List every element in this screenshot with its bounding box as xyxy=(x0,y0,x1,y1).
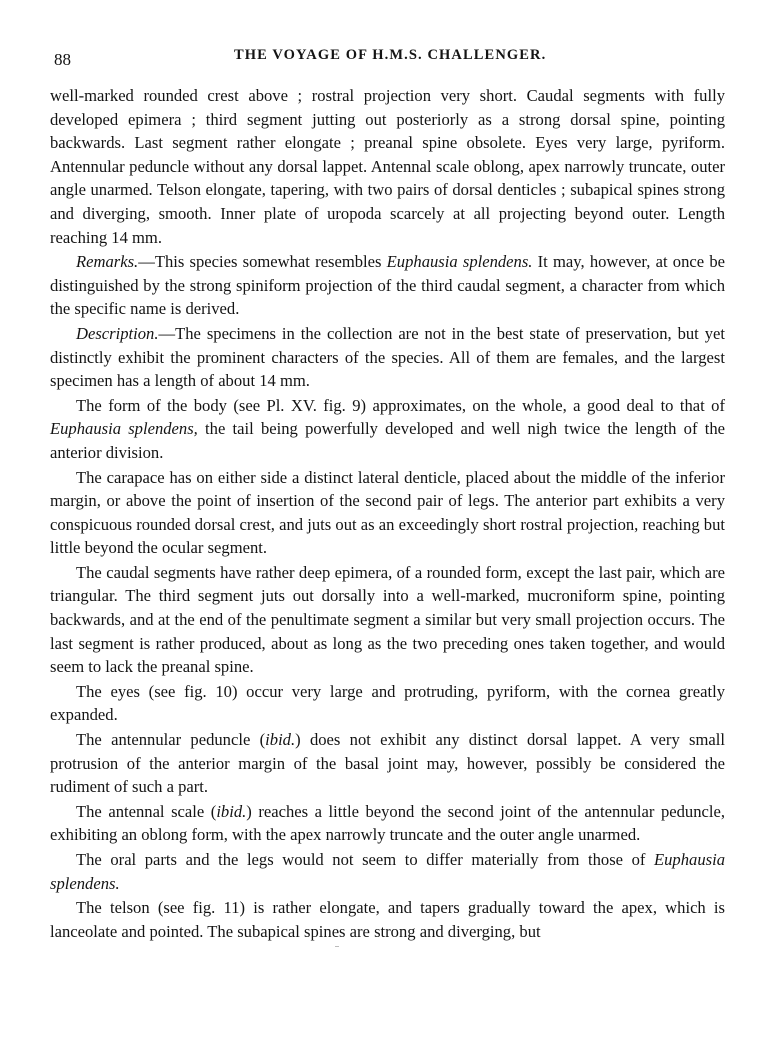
small-mark xyxy=(335,946,339,947)
paragraph-text: ) does not exhibit any distinct dorsal lappet. A very small protrusion of the anterior margin of the basal joint may, however, possibly be considered the rudiment of such a part. xyxy=(50,730,725,797)
remarks-dash: — xyxy=(138,252,155,272)
paragraph-text: The specimens in the collection are not in the best state of preservation, but yet distinctly exhibit the prominent characters of the species. All of them are females, and the largest specimen has a length of about 14 mm. xyxy=(50,323,725,391)
paragraph-antennular-peduncle xyxy=(50,728,725,799)
ibid-reference: ibid. xyxy=(216,801,247,821)
paragraph-text: The antennal scale ( xyxy=(76,801,217,821)
species-name: Euphausia splendens. xyxy=(50,850,725,893)
paragraph-description xyxy=(50,322,725,393)
description-label: Description. xyxy=(76,323,159,343)
page-header xyxy=(54,44,724,68)
paragraph-eyes xyxy=(50,680,725,727)
species-name: Euphausia splendens, xyxy=(50,419,198,439)
page-number: 88 xyxy=(54,50,71,69)
paragraph-text: The oral parts and the legs would not seem to differ materially from those of xyxy=(76,850,654,869)
paragraph-diagnosis xyxy=(50,84,725,249)
paragraph-text: This species somewhat resembles xyxy=(154,252,387,272)
paragraph-text: ) reaches a little beyond the second joint of the antennular peduncle, exhibiting an oblong form, with the apex narrowly truncate and the outer angle unarmed. xyxy=(50,801,726,845)
description-dash: — xyxy=(158,323,176,343)
body-text xyxy=(50,84,725,943)
paragraph-antennal-scale xyxy=(50,800,725,847)
paragraph-text: The antennular peduncle ( xyxy=(76,730,266,750)
paragraph-text: the tail being powerfully developed and well nigh twice the length of the anterior division. xyxy=(50,419,725,462)
paragraph-text: The caudal segments have rather deep epimera, of a rounded form, except the last pair, which are triangular. The third segment juts out dorsally into a well-marked, mucroniform spine, pointing backwards, and at the end of the penultimate segment a similar but very small projection occurs. The last segment is rather produced, about as long as the two preceding ones taken together, and would seem to lack the preanal spine. xyxy=(50,562,725,677)
species-name: Euphausia splendens. xyxy=(386,252,533,272)
running-title: THE VOYAGE OF H.M.S. CHALLENGER. xyxy=(234,47,547,63)
paragraph-remarks xyxy=(50,250,725,321)
remarks-label: Remarks. xyxy=(76,252,139,272)
paragraph-text: The carapace has on either side a distinct lateral denticle, placed about the middle of the inferior margin, or above the point of insertion of the second pair of legs. The anterior part exhibits a very conspicuous rounded dorsal crest, and juts out as an exceedingly short rostral projection, reaching but little beyond the ocular segment. xyxy=(50,467,725,558)
ibid-reference: ibid. xyxy=(265,730,296,750)
paragraph-text: The form of the body (see Pl. XV. fig. 9) approximates, on the whole, a good deal to that of xyxy=(76,395,725,415)
paragraph-oral-parts xyxy=(50,848,725,895)
paragraph-text: The eyes (see fig. 10) occur very large and protruding, pyriform, with the cornea greatly expanded. xyxy=(50,681,725,725)
paragraph-text: The telson (see fig. 11) is rather elongate, and tapers gradually toward the apex, which is lanceolate and pointed. The subapical spines are strong and diverging, but xyxy=(50,898,725,941)
paragraph-text: well-marked rounded crest above ; rostral projection very short. Caudal segments with fully developed epimera ; third segment jutting out posteriorly as a strong dorsal spine, pointing backwards. Last segment rather elongate ; preanal spine obsolete. Eyes very large, pyriform. Antennular peduncle without any dorsal lappet. Antennal scale oblong, apex narrowly truncate, outer angle unarmed. Telson elongate, tapering, with two pairs of dorsal denticles ; subapical spines strong and diverging, smooth. Inner plate of uropoda scarcely at all projecting beyond outer. Length reaching 14 mm. xyxy=(50,86,725,247)
paragraph-telson xyxy=(50,896,725,943)
paragraph-carapace xyxy=(50,466,725,560)
paragraph-body-form xyxy=(50,394,725,465)
paragraph-text: It may, however, at once be distinguished by the strong spiniform projection of the third caudal segment, a character from which the specific name is derived. xyxy=(50,252,725,319)
paragraph-caudal-segments xyxy=(50,561,725,679)
